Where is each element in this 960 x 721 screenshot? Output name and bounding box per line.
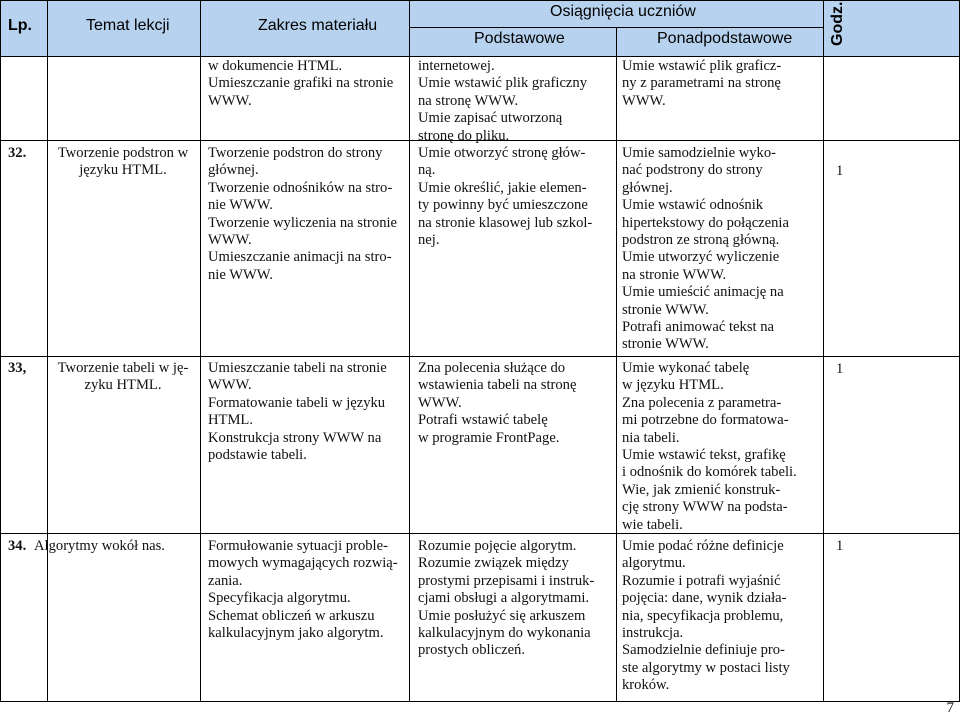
row33-zakres: Umieszczanie tabeli na stronie WWW. Formatowanie tabeli w języku HTML. Konstrukcja strony WWW na podstawie tabeli. [208, 360, 387, 464]
row34-ponadpodstawowe: Umie podać różne definicje algorytmu. Rozumie i potrafi wyjaśnić pojęcia: dane, wynik działa- nia, specyfikacja problemu, instrukcja. Samodzielnie definiuje pro- ste algorytmy w postaci listy kroków. [622, 538, 790, 694]
row34-zakres: Formułowanie sytuacji proble- mowych wymagających rozwią- zania. Specyfikacja algorytmu. Schemat obliczeń w arkuszu kalkulacyjnym jako algorytm. [208, 538, 398, 642]
row32-godz: 1 [836, 163, 844, 179]
header-zakres: Zakres materiału [258, 17, 378, 34]
header-godz: Godz. [829, 1, 846, 46]
row32-temat: Tworzenie podstron w języku HTML. [57, 145, 189, 179]
row32-zakres: Tworzenie podstron do strony głównej. Tworzenie odnośników na stro- nie WWW. Tworzenie wyliczenia na stronie WWW. Umieszczanie animacji na stro- nie WWW. [208, 145, 398, 283]
row34-godz: 1 [836, 538, 844, 554]
page-number: 7 [946, 700, 954, 716]
row34-podstawowe: Rozumie pojęcie algorytm. Rozumie związek między prostymi przepisami i instruk- cjami obsługi a algorytmami. Umie posłużyć się arkuszem kalkulacyjnym do wykonania prostych obliczeń. [418, 538, 595, 659]
row0-podstawowe: internetowej. Umie wstawić plik graficzny na stronę WWW. Umie zapisać utworzoną stronę do pliku. [418, 58, 587, 144]
header-ponadpodstawowe: Ponadpodstawowe [657, 30, 793, 47]
row34-lp: 34. [8, 538, 27, 554]
row0-zakres: w dokumencie HTML. Umieszczanie grafiki na stronie WWW. [208, 58, 394, 109]
row32-lp: 32. [8, 145, 27, 161]
row0-ponadpodstawowe: Umie wstawić plik graficz- ny z parametrami na stronę WWW. [622, 58, 782, 109]
row33-temat: Tworzenie tabeli w ję- zyku HTML. [57, 360, 189, 394]
row33-ponadpodstawowe: Umie wykonać tabelę w języku HTML. Zna polecenia z parametra- mi potrzebne do formatowa- nia tabeli. Umie wstawić tekst, grafikę i odnośnik do komórek tabeli. Wie, jak zmienić konstruk- cję strony WWW na podsta- wie tabeli. [622, 360, 797, 533]
row34-temat: Algorytmy wokół nas. [34, 538, 165, 554]
header-temat: Temat lekcji [86, 17, 170, 34]
table-header [0, 0, 960, 56]
row33-godz: 1 [836, 361, 844, 377]
row32-ponadpodstawowe: Umie samodzielnie wyko- nać podstrony do strony głównej. Umie wstawić odnośnik hipertekstowy do połączenia podstron ze stroną główną. Umie utworzyć wyliczenie na stronie WWW. Umie umieścić animację na stronie WWW. Potrafi animować tekst na stronie WWW. [622, 145, 789, 353]
header-podstawowe: Podstawowe [474, 30, 565, 47]
row32-podstawowe: Umie otworzyć stronę głów- ną. Umie określić, jakie elemen- ty powinny być umieszczone na stronie klasowej lub szkol- nej. [418, 145, 593, 249]
header-osiagniecia: Osiągnięcia uczniów [550, 3, 696, 20]
header-lp: Lp. [8, 17, 32, 34]
row33-lp: 33, [8, 360, 27, 376]
row33-podstawowe: Zna polecenia służące do wstawienia tabeli na stronę WWW. Potrafi wstawić tabelę w programie FrontPage. [418, 360, 577, 446]
